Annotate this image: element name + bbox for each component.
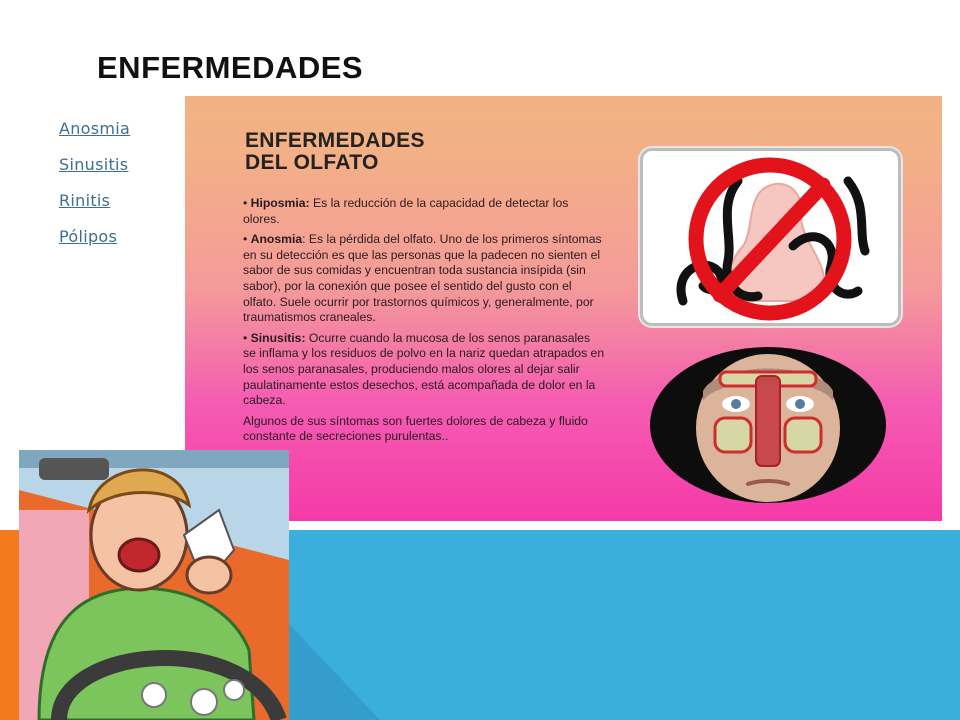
link-polipos[interactable]: Pólipos [59, 227, 118, 246]
panel-title [245, 130, 425, 174]
olfato-info-panel [185, 96, 942, 521]
bullet: • [243, 232, 251, 247]
term-label: Anosmia [250, 232, 303, 247]
paragraph-text: Algunos de sus síntomas son fuertes dolores de cabeza y fluido constante de secreciones purulentas.. [243, 413, 588, 444]
link-sinusitis[interactable]: Sinusitis [59, 155, 129, 174]
paragraph-symptoms [243, 414, 606, 445]
link-rinitis[interactable]: Rinitis [59, 191, 111, 210]
slide-title: ENFERMEDADES [97, 50, 364, 85]
link-anosmia[interactable]: Anosmia [59, 119, 131, 138]
list-item [59, 119, 130, 155]
term-label: Hiposmia: [250, 196, 310, 210]
bullet: • [243, 330, 251, 345]
list-item [59, 155, 130, 191]
list-item [59, 227, 130, 263]
topic-link-list [59, 119, 130, 263]
panel-body [243, 196, 606, 450]
paragraph-text: Ocurre cuando la mucosa de los senos paranasales se inflama y los residuos de polvo en la nariz quedan atrapados en los senos paranasales, produciendo malos olores al dejar salir paulatinamente estos desechos, está acompañada de dolor en la cabeza. [243, 330, 605, 408]
paragraph-text: Es la reducción de la capacidad de detectar los olores. [243, 196, 569, 226]
paragraph-hiposmia [243, 196, 606, 227]
no-smell-icon [643, 151, 898, 323]
bottom-orange-band [0, 530, 20, 720]
sick-driver-image [19, 450, 289, 720]
paragraph-anosmia [243, 232, 606, 326]
no-smell-card [640, 148, 901, 326]
list-item [59, 191, 130, 227]
paragraph-text: : Es la pérdida del olfato. Uno de los primeros síntomas en su detección es que las personas que la padecen no sienten el sabor de sus comidas y encuentran toda sustancia insípida (sin sabor), por la conexión que posee el sentido del gusto con el olfato. Suele ocurrir por trastornos químicos y, generalmente, por traumatismos craneales. [243, 232, 602, 325]
sinus-face-image [648, 346, 888, 504]
paragraph-sinusitis [243, 331, 606, 409]
term-label: Sinusitis: [250, 330, 306, 345]
panel-title-line2: DEL OLFATO [245, 151, 379, 174]
panel-title-line1: ENFERMEDADES [245, 129, 425, 152]
bullet: • [243, 196, 251, 210]
